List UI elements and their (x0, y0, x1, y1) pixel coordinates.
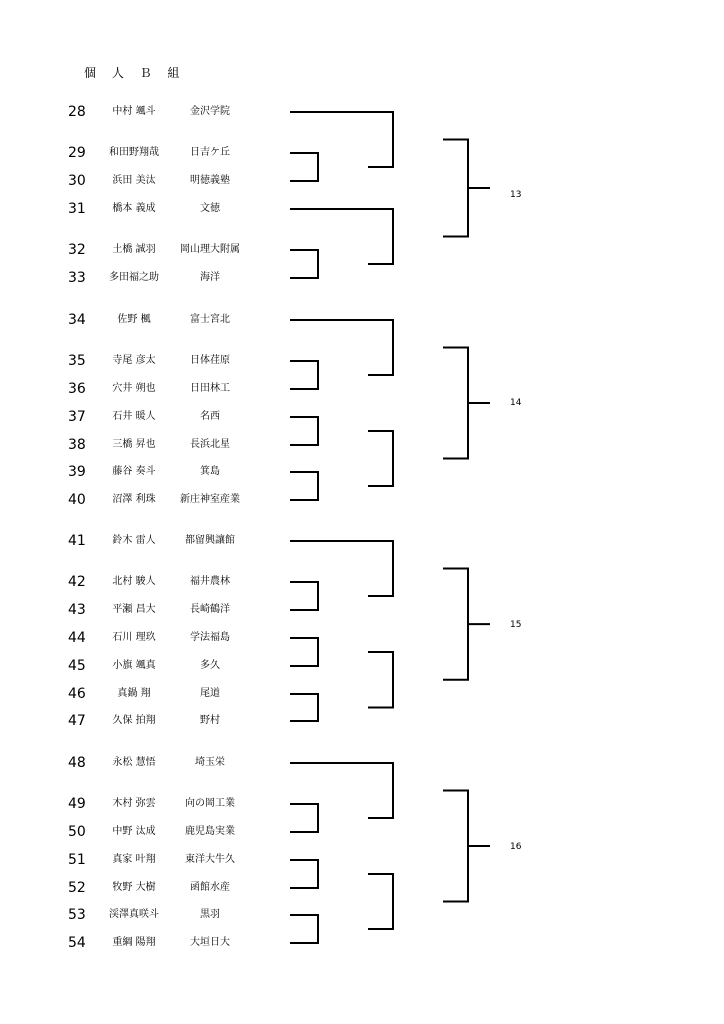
player-name: 藤谷 奏斗 (112, 466, 156, 477)
player-name: 寺尾 彦太 (112, 355, 156, 366)
group-number: 15 (510, 620, 522, 630)
entry-number: 31 (68, 201, 86, 217)
school-name: 日体荏原 (190, 355, 230, 366)
school-name: 日吉ケ丘 (190, 147, 230, 158)
semi-bracket (443, 348, 468, 459)
school-name: 野村 (200, 715, 220, 726)
school-name: 黒羽 (200, 909, 220, 920)
second-round-bracket (290, 541, 393, 596)
entry-number: 42 (68, 574, 86, 590)
semi-bracket (443, 569, 468, 680)
entry-number: 53 (68, 907, 86, 923)
school-name: 多久 (200, 660, 220, 671)
player-name: 三橋 昇也 (112, 439, 156, 450)
entry-number: 44 (68, 630, 86, 646)
player-name: 小旗 颯真 (112, 660, 156, 671)
player-name: 中野 汰成 (112, 826, 156, 837)
player-name: 重綱 陽翔 (112, 937, 156, 948)
first-round-bracket (290, 694, 318, 721)
entry-number: 29 (68, 145, 86, 161)
player-name: 真鍋 翔 (117, 688, 151, 699)
semi-bracket (443, 791, 468, 902)
entry-number: 28 (68, 104, 86, 120)
entry-number: 46 (68, 686, 86, 702)
player-name: 佐野 楓 (117, 314, 151, 325)
entry-number: 54 (68, 935, 86, 951)
school-name: 鹿児島実業 (185, 826, 235, 837)
school-name: 学法福島 (190, 632, 230, 643)
entry-number: 39 (68, 464, 86, 480)
second-round-bracket (290, 763, 393, 818)
entry-number: 48 (68, 755, 86, 771)
player-name: 牧野 大樹 (112, 882, 156, 893)
player-name: 沼澤 利珠 (112, 494, 156, 505)
entry-number: 41 (68, 533, 86, 549)
school-name: 富士宮北 (190, 314, 230, 325)
entry-number: 35 (68, 353, 86, 369)
player-name: 土橋 誠羽 (112, 244, 156, 255)
school-name: 文徳 (200, 203, 220, 214)
entry-number: 34 (68, 312, 86, 328)
school-name: 大垣日大 (190, 937, 230, 948)
school-name: 埼玉栄 (195, 757, 225, 768)
school-name: 新庄神室産業 (180, 494, 240, 505)
first-round-bracket (290, 860, 318, 888)
second-round-bracket (368, 431, 393, 486)
group-number: 14 (510, 398, 522, 408)
player-name: 浜田 美汰 (112, 175, 156, 186)
school-name: 日田林工 (190, 383, 230, 394)
entry-number: 49 (68, 796, 86, 812)
first-round-bracket (290, 153, 318, 181)
entry-number: 43 (68, 602, 86, 618)
school-name: 海洋 (200, 272, 220, 283)
first-round-bracket (290, 804, 318, 832)
player-name: 石川 理玖 (112, 632, 156, 643)
player-name: 鈴木 雷人 (112, 535, 156, 546)
entry-number: 33 (68, 270, 86, 286)
first-round-bracket (290, 472, 318, 500)
entry-number: 36 (68, 381, 86, 397)
first-round-bracket (290, 417, 318, 445)
entry-number: 37 (68, 409, 86, 425)
entry-number: 38 (68, 437, 86, 453)
school-name: 函館水産 (190, 882, 230, 893)
first-round-bracket (290, 361, 318, 389)
entry-number: 40 (68, 492, 86, 508)
school-name: 向の岡工業 (185, 798, 235, 809)
school-name: 長浜北星 (190, 439, 230, 450)
second-round-bracket (290, 320, 393, 375)
player-name: 中村 颯斗 (112, 106, 156, 117)
group-number: 16 (510, 842, 522, 852)
first-round-bracket (290, 582, 318, 610)
entry-number: 47 (68, 713, 86, 729)
school-name: 名西 (200, 411, 220, 422)
player-name: 多田福之助 (109, 272, 159, 283)
second-round-bracket (368, 874, 393, 929)
group-number: 13 (510, 190, 522, 200)
first-round-bracket (290, 915, 318, 943)
semi-bracket (443, 140, 468, 237)
school-name: 福井農林 (190, 576, 230, 587)
entry-number: 51 (68, 852, 86, 868)
first-round-bracket (290, 250, 318, 278)
school-name: 東洋大牛久 (185, 854, 235, 865)
second-round-bracket (290, 209, 393, 264)
player-name: 真家 叶翔 (112, 854, 156, 865)
player-name: 北村 駿人 (112, 576, 156, 587)
second-round-bracket (290, 112, 393, 167)
second-round-bracket (368, 652, 393, 708)
player-name: 橋本 義成 (112, 203, 156, 214)
first-round-bracket (290, 638, 318, 666)
bracket-title: 個 人 Ｂ 組 (84, 66, 186, 80)
player-name: 石井 暖人 (112, 411, 156, 422)
entry-number: 32 (68, 242, 86, 258)
entry-number: 45 (68, 658, 86, 674)
school-name: 岡山理大附属 (180, 244, 240, 255)
player-name: 渓澤真咲斗 (109, 909, 159, 920)
school-name: 明徳義塾 (190, 175, 230, 186)
entry-number: 52 (68, 880, 86, 896)
school-name: 長崎鶴洋 (190, 604, 230, 615)
entry-number: 50 (68, 824, 86, 840)
player-name: 永松 慧悟 (112, 757, 156, 768)
player-name: 平瀬 昌大 (112, 604, 156, 615)
player-name: 和田野翔哉 (109, 147, 159, 158)
school-name: 金沢学院 (190, 106, 230, 117)
player-name: 木村 弥雲 (112, 798, 156, 809)
school-name: 箕島 (200, 466, 220, 477)
player-name: 久保 拍翔 (112, 715, 156, 726)
player-name: 穴井 朔也 (112, 383, 156, 394)
entry-number: 30 (68, 173, 86, 189)
school-name: 都留興讓館 (185, 535, 235, 546)
school-name: 尾道 (200, 688, 220, 699)
